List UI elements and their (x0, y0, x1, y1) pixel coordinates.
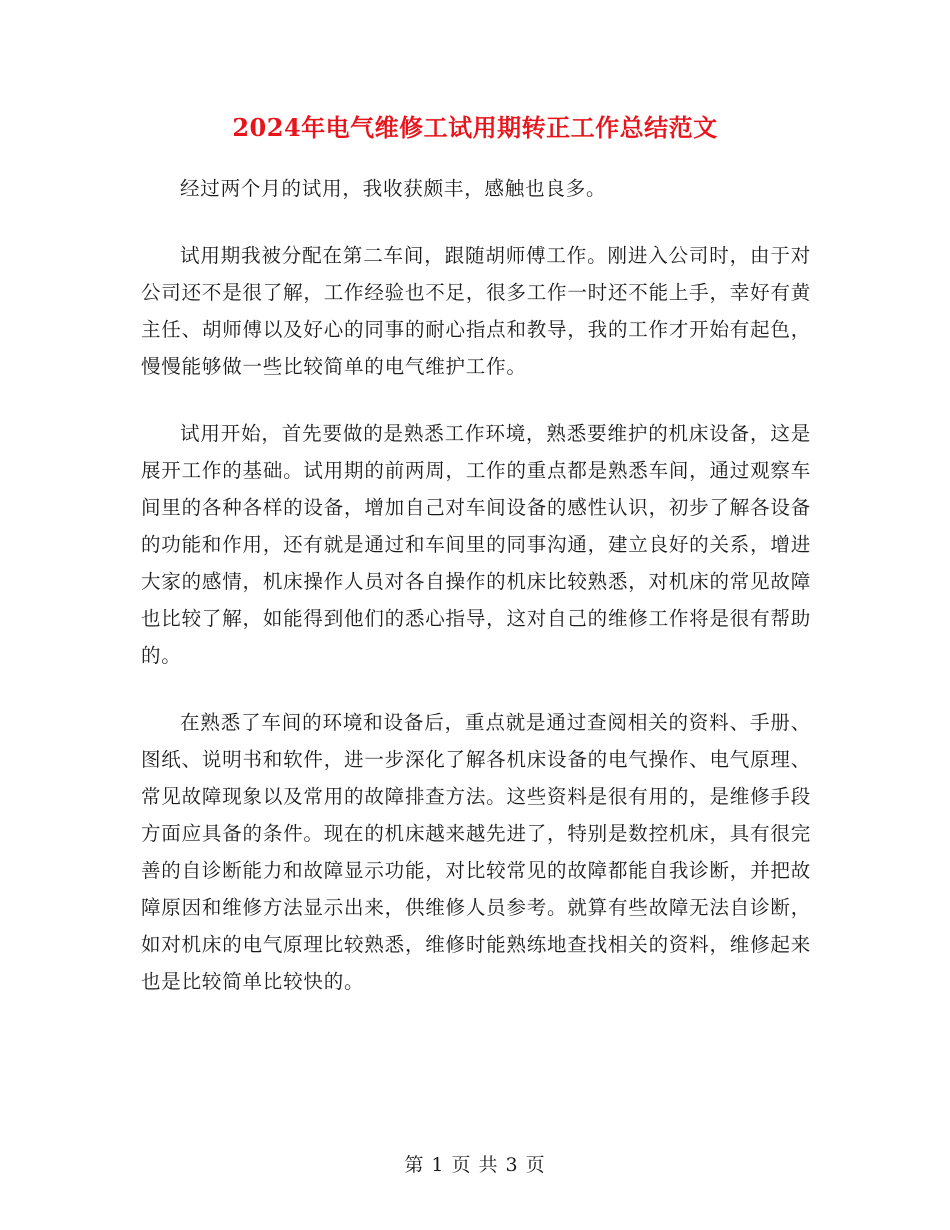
paragraph-3: 试用开始，首先要做的是熟悉工作环境，熟悉要维护的机床设备，这是展开工作的基础。试用期的前两周，工作的重点都是熟悉车间，通过观察车间里的各种各样的设备，增加自己对车间设备的感性认识，初步了解各设备的功能和作用，还有就是通过和车间里的同事沟通，建立良好的关系，增进大家的感情，机床操作人员对各自操作的机床比较熟悉，对机床的常见故障也比较了解，如能得到他们的悉心指导，这对自己的维修工作将是很有帮助的。 (141, 422, 811, 667)
page-footer (0, 1150, 950, 1180)
paragraph-2: 试用期我被分配在第二车间，跟随胡师傅工作。刚进入公司时，由于对公司还不是很了解，工作经验也不足，很多工作一时还不能上手，幸好有黄主任、胡师傅以及好心的同事的耐心指点和教导，我的工作才开始有起色，慢慢能够做一些比较简单的电气维护工作。 (141, 244, 811, 378)
paragraph-4: 在熟悉了车间的环境和设备后，重点就是通过查阅相关的资料、手册、图纸、说明书和软件，进一步深化了解各机床设备的电气操作、电气原理、常见故障现象以及常用的故障排查方法。这些资料是很有用的，是维修手段方面应具备的条件。现在的机床越来越先进了，特别是数控机床，具有很完善的自诊断能力和故障显示功能，对比较常见的故障都能自我诊断，并把故障原因和维修方法显示出来，供维修人员参考。就算有些故障无法自诊断，如对机床的电气原理比较熟悉，维修时能熟练地查找相关的资料，维修起来也是比较简单比较快的。 (141, 711, 811, 993)
paragraph-1: 经过两个月的试用，我收获颇丰，感触也良多。 (180, 177, 607, 200)
document-body (141, 170, 811, 1030)
document-title: 2024年电气维修工试用期转正工作总结范文 (232, 113, 718, 142)
page-number-label: 第 1 页 共 3 页 (404, 1154, 546, 1176)
